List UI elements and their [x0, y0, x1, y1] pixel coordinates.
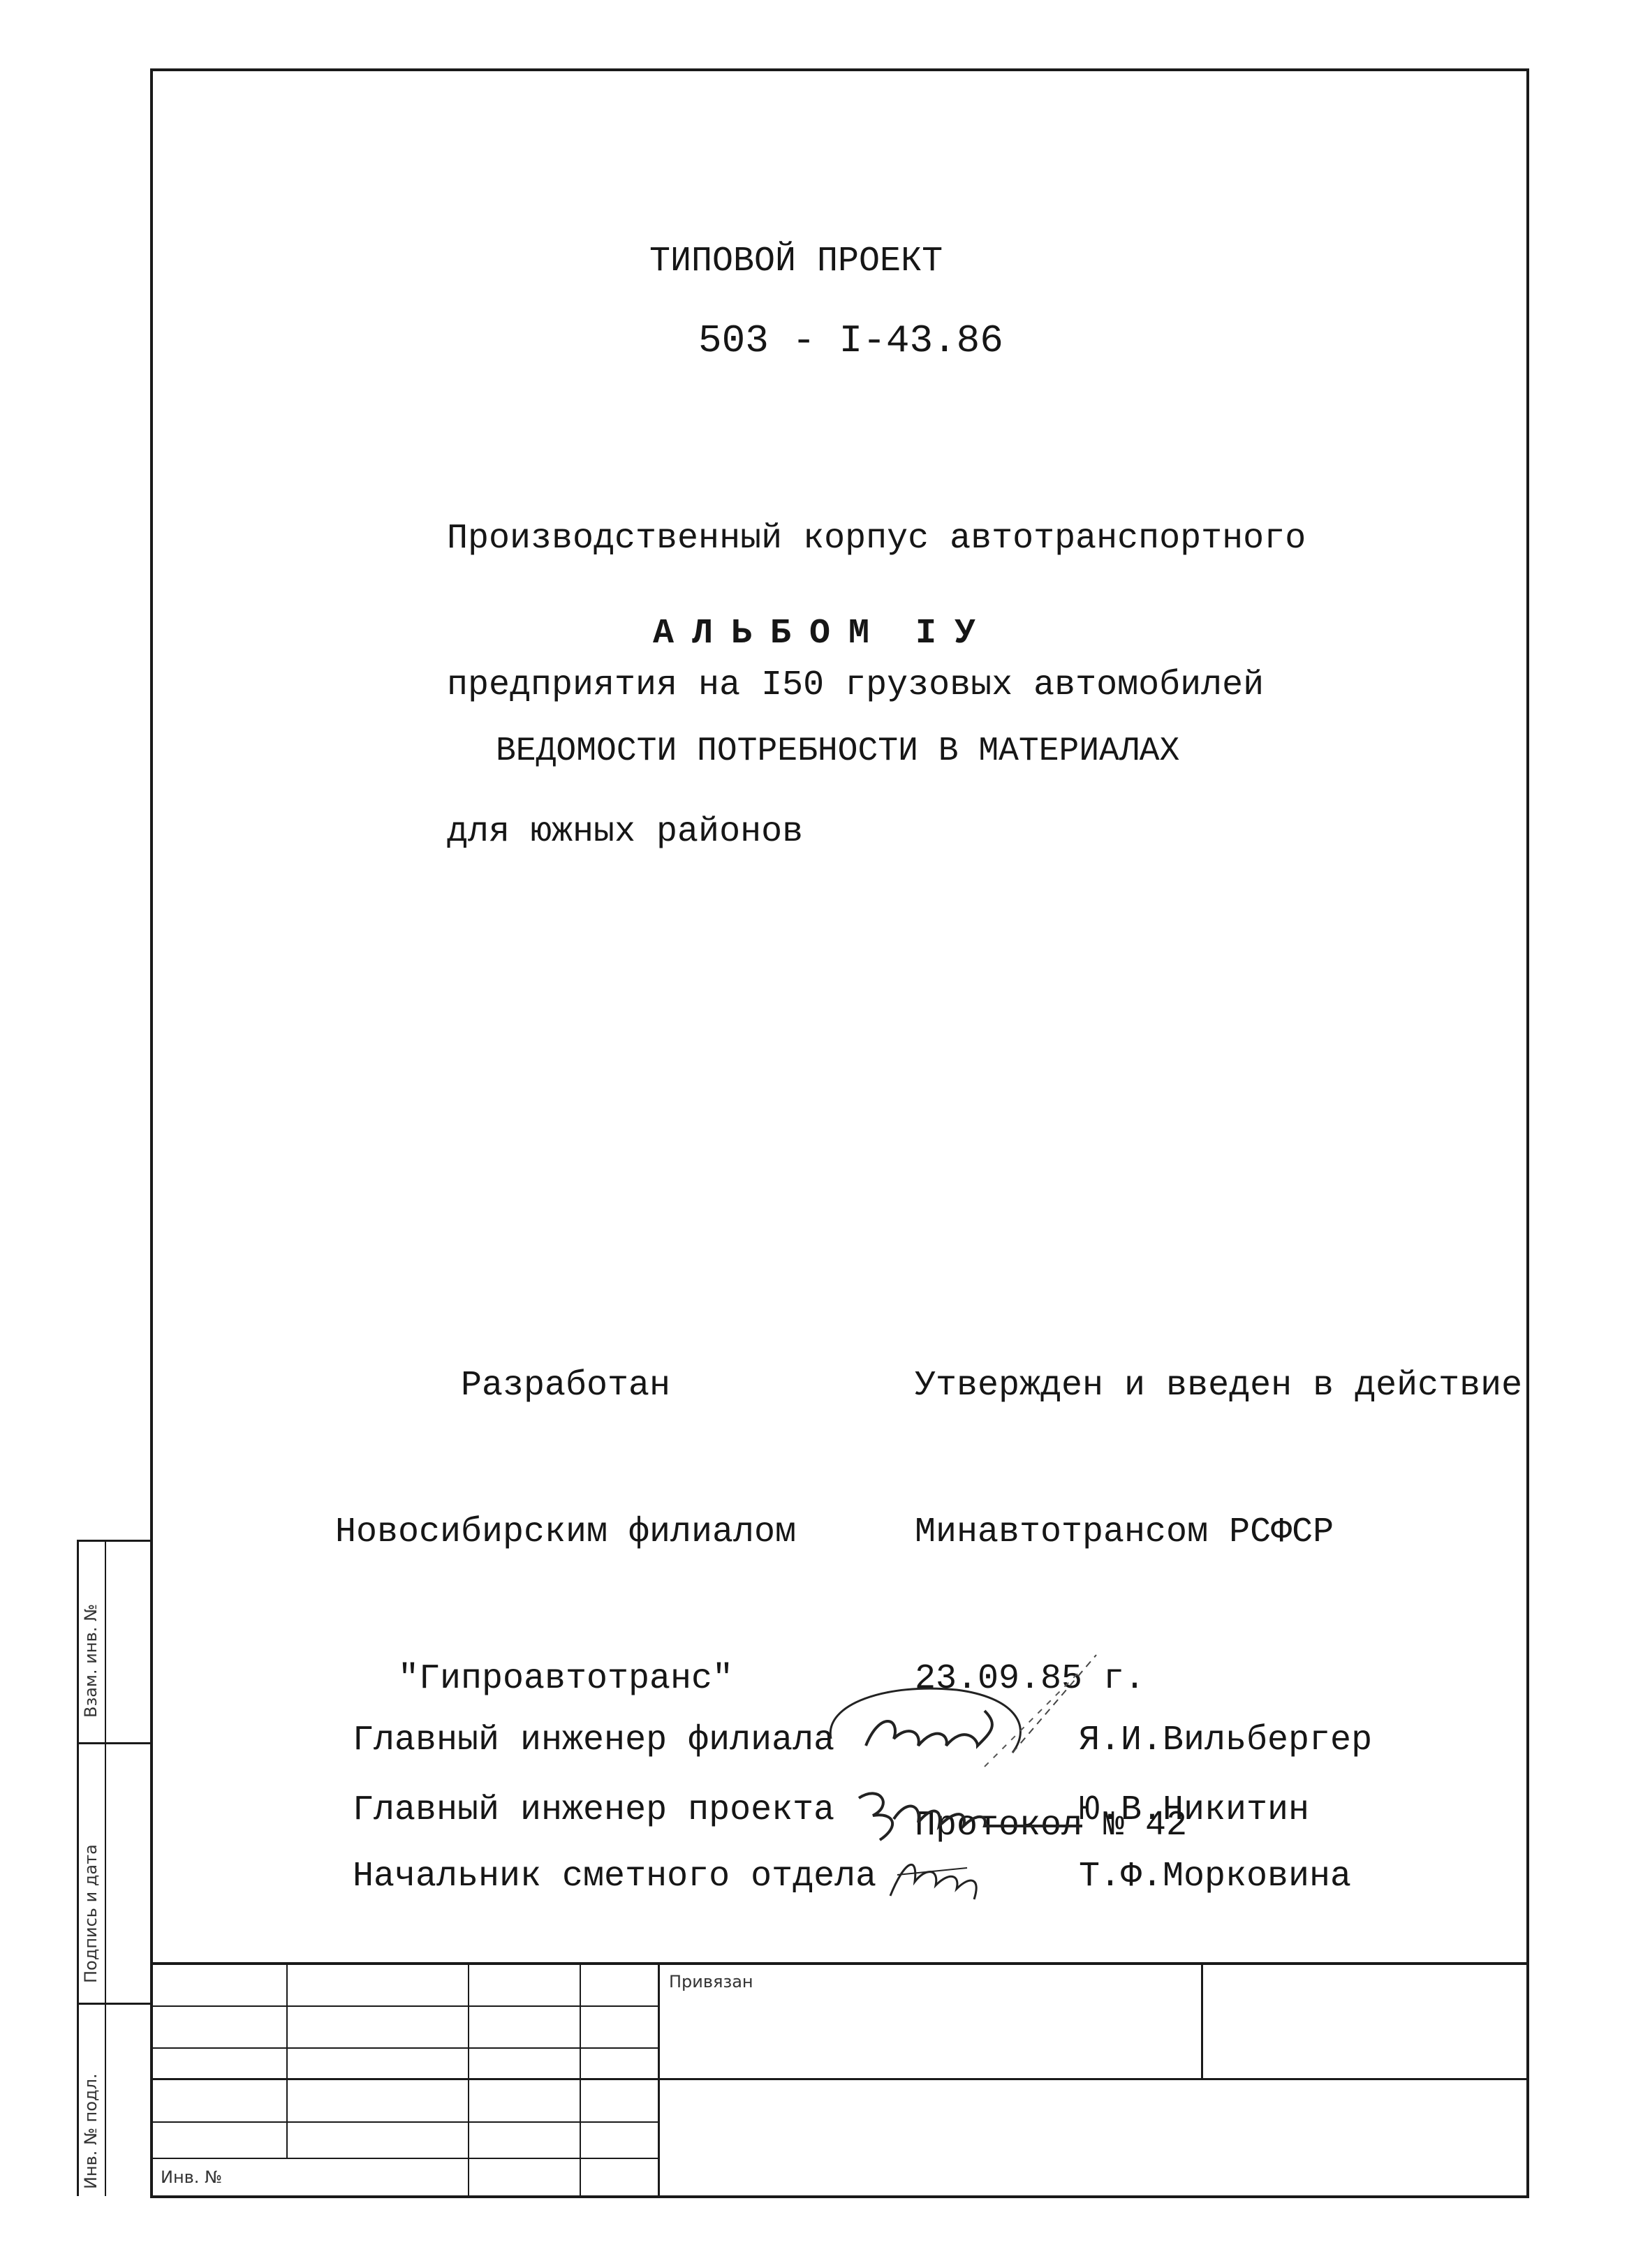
tb-line-v5: [1201, 1962, 1203, 2079]
signature-name-2: Ю.В.Никитин: [1079, 1790, 1310, 1830]
tb-line-h1: [150, 2005, 658, 2007]
tb-line-h3: [150, 2078, 1529, 2080]
project-code: 503 - I-43.86: [698, 318, 1003, 363]
project-type-title: ТИПОВОЙ ПРОЕКТ: [649, 242, 943, 281]
tb-line-v4: [658, 1962, 660, 2197]
approved-line-1: Утвержден и введен в действие: [915, 1366, 1523, 1406]
developed-line-1: Разработан: [460, 1366, 671, 1406]
tb-line-h2: [150, 2047, 658, 2049]
description-line-1: Производственный корпус автотранспортного: [447, 519, 1306, 559]
frame-top: [150, 68, 1529, 71]
side-stamp-original-inv: Инв. № подл.: [81, 2073, 101, 2189]
approved-line-4: Протокол № 42: [915, 1806, 1188, 1846]
inventory-number-label: Инв. №: [161, 2167, 223, 2187]
description-line-3: для южных районов: [447, 812, 804, 852]
album-number: IУ: [915, 614, 994, 654]
frame-right: [1526, 68, 1529, 2198]
tb-line-v2: [468, 1962, 469, 2197]
album-heading: [653, 614, 994, 654]
side-stamp-signature-date: Подпись и дата: [81, 1844, 101, 1983]
handwritten-signature-1: [803, 1641, 1096, 1781]
developed-line-3: "Гипроавтотранс": [397, 1659, 734, 1699]
signature-role-2: Главный инженер проекта: [353, 1790, 835, 1830]
album-subtitle: ВЕДОМОСТИ ПОТРЕБНОСТИ В МАТЕРИАЛАХ: [496, 732, 1180, 770]
tb-line-h5: [150, 2158, 658, 2159]
developed-line-2: Новосибирским филиалом: [334, 1512, 797, 1552]
frame-left: [150, 68, 153, 2198]
description-line-2: предприятия на I50 грузовых автомобилей: [447, 665, 1265, 705]
handwritten-signature-2: [852, 1777, 1075, 1847]
approved-line-3: 23.09.85 г.: [915, 1659, 1146, 1699]
side-stamp-top: [77, 1540, 152, 1542]
signature-role-3: Начальник сметного отдела: [353, 1857, 877, 1897]
album-label: АЛЬБОМ: [653, 614, 888, 654]
approved-line-2: Минавтотрансом РСФСР: [915, 1512, 1334, 1552]
project-description: [447, 417, 1306, 906]
tb-line-top: [150, 1962, 1529, 1965]
side-stamp-inner: [105, 1540, 106, 2196]
tb-line-h4: [150, 2121, 658, 2123]
handwritten-signature-3: [883, 1847, 1002, 1910]
side-stamp-div1: [77, 1742, 152, 1744]
frame-bottom: [150, 2195, 1529, 2198]
signature-role-1: Главный инженер филиала: [353, 1721, 835, 1760]
developed-block: [328, 1264, 803, 1753]
tb-line-v1: [286, 1962, 288, 2158]
side-stamp-replacement-inv: Взам. инв. №: [81, 1604, 101, 1718]
tb-line-v3: [580, 1962, 581, 2197]
signature-name-1: Я.И.Вильбергер: [1079, 1721, 1373, 1760]
side-stamp-div2: [77, 2003, 152, 2005]
signature-name-3: Т.Ф.Морковина: [1079, 1857, 1352, 1897]
attached-label: Привязан: [669, 1972, 753, 1991]
side-stamp-left: [77, 1540, 79, 2196]
